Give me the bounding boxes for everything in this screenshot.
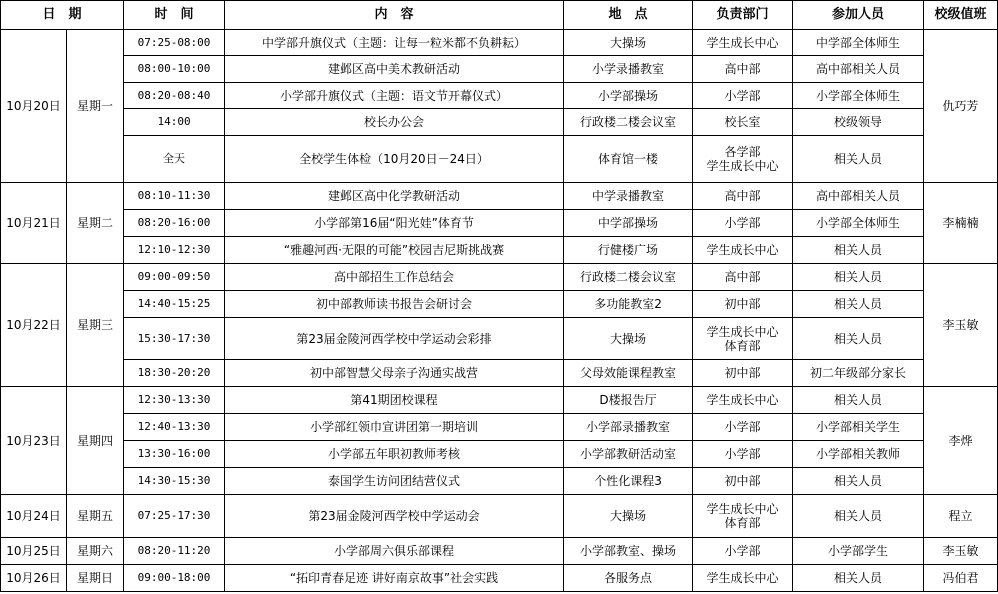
table-row	[1, 183, 998, 210]
time-cell: 14:00	[124, 109, 225, 136]
place-cell: 大操场	[564, 318, 693, 360]
content-cell: 初中部教师读书报告会研讨会	[225, 291, 564, 318]
dept-cell	[693, 183, 793, 210]
people-cell: 初二年级部分家长	[793, 360, 924, 387]
table-row	[1, 538, 998, 565]
place-cell: 行政楼二楼会议室	[564, 264, 693, 291]
place-cell: 小学部教室、操场	[564, 538, 693, 565]
time-cell: 14:40-15:25	[124, 291, 225, 318]
weekday-cell: 星期三	[67, 264, 124, 387]
header-dept: 负责部门	[693, 1, 793, 30]
date-cell: 10月25日	[1, 538, 67, 565]
people-cell: 小学部全体师生	[793, 210, 924, 237]
place-cell: 各服务点	[564, 565, 693, 592]
schedule-body	[1, 30, 998, 592]
people-cell: 相关人员	[793, 237, 924, 264]
date-cell: 10月26日	[1, 565, 67, 592]
content-cell: 中学部升旗仪式（主题：让每一粒米都不负耕耘）	[225, 30, 564, 56]
time-cell: 12:30-13:30	[124, 387, 225, 414]
dept-line: 小学部	[724, 420, 761, 434]
table-row	[1, 441, 998, 468]
place-cell: 中学部操场	[564, 210, 693, 237]
date-cell: 10月22日	[1, 264, 67, 387]
dept-cell	[693, 136, 793, 183]
dept-line: 小学部	[724, 216, 761, 230]
people-cell: 相关人员	[793, 495, 924, 538]
content-cell: “拓印青春足迹 讲好南京故事”社会实践	[225, 565, 564, 592]
dept-cell	[693, 109, 793, 136]
people-cell: 相关人员	[793, 468, 924, 495]
table-row	[1, 30, 998, 56]
place-cell: 大操场	[564, 495, 693, 538]
content-cell: 建邺区高中化学教研活动	[225, 183, 564, 210]
dept-line: 学生成长中心	[706, 159, 779, 173]
time-cell: 12:40-13:30	[124, 414, 225, 441]
content-cell: 高中部招生工作总结会	[225, 264, 564, 291]
people-cell: 相关人员	[793, 264, 924, 291]
place-cell: 体育馆一楼	[564, 136, 693, 183]
time-cell: 08:00-10:00	[124, 56, 225, 83]
table-row	[1, 291, 998, 318]
time-cell: 07:25-08:00	[124, 30, 225, 56]
dept-cell	[693, 565, 793, 592]
weekday-cell: 星期一	[67, 30, 124, 183]
place-cell: 多功能教室2	[564, 291, 693, 318]
duty-cell: 李玉敏	[924, 538, 998, 565]
weekday-cell: 星期四	[67, 387, 124, 495]
place-cell: 大操场	[564, 30, 693, 56]
header-time: 时 间	[124, 1, 225, 30]
people-cell: 高中部相关人员	[793, 56, 924, 83]
place-cell: 父母效能课程教室	[564, 360, 693, 387]
duty-cell: 李玉敏	[924, 264, 998, 387]
duty-cell: 程立	[924, 495, 998, 538]
time-cell: 08:20-16:00	[124, 210, 225, 237]
place-cell: 小学录播教室	[564, 56, 693, 83]
dept-line: 体育部	[724, 516, 761, 530]
header-place: 地 点	[564, 1, 693, 30]
dept-cell	[693, 237, 793, 264]
dept-line: 小学部	[724, 544, 761, 558]
people-cell: 小学部相关教师	[793, 441, 924, 468]
table-row	[1, 56, 998, 83]
header-content: 内 容	[225, 1, 564, 30]
people-cell: 小学部学生	[793, 538, 924, 565]
time-cell: 09:00-18:00	[124, 565, 225, 592]
dept-line: 学生成长中心	[706, 324, 779, 339]
dept-line: 各学部	[724, 145, 761, 159]
time-cell: 14:30-15:30	[124, 468, 225, 495]
dept-line: 小学部	[724, 447, 761, 461]
duty-cell: 李楠楠	[924, 183, 998, 264]
people-cell: 相关人员	[793, 318, 924, 360]
dept-line: 学生成长中心	[706, 393, 779, 407]
content-cell: 建邺区高中美术教研活动	[225, 56, 564, 83]
table-row	[1, 237, 998, 264]
table-row	[1, 414, 998, 441]
duty-cell: 李烨	[924, 387, 998, 495]
duty-cell: 仇巧芳	[924, 30, 998, 183]
dept-line: 学生成长中心	[706, 502, 779, 516]
header-people: 参加人员	[793, 1, 924, 30]
table-row	[1, 565, 998, 592]
dept-line: 高中部	[724, 62, 761, 76]
date-cell: 10月20日	[1, 30, 67, 183]
dept-line: 初中部	[724, 366, 761, 380]
dept-line: 高中部	[724, 189, 761, 203]
table-row	[1, 109, 998, 136]
place-cell: 小学部操场	[564, 83, 693, 109]
dept-cell	[693, 291, 793, 318]
time-cell: 09:00-09:50	[124, 264, 225, 291]
dept-line: 校长室	[724, 115, 761, 129]
table-row	[1, 468, 998, 495]
date-cell: 10月23日	[1, 387, 67, 495]
place-cell: 行健楼广场	[564, 237, 693, 264]
dept-cell	[693, 441, 793, 468]
duty-cell: 冯伯君	[924, 565, 998, 592]
time-cell: 18:30-20:20	[124, 360, 225, 387]
time-cell: 13:30-16:00	[124, 441, 225, 468]
dept-line: 学生成长中心	[706, 243, 779, 257]
time-cell: 08:20-08:40	[124, 83, 225, 109]
weekday-cell: 星期五	[67, 495, 124, 538]
dept-line: 小学部	[724, 88, 761, 103]
people-cell: 相关人员	[793, 136, 924, 183]
dept-cell	[693, 318, 793, 360]
table-row	[1, 83, 998, 109]
time-cell: 08:20-11:20	[124, 538, 225, 565]
date-cell: 10月21日	[1, 183, 67, 264]
content-cell: 第41期团校课程	[225, 387, 564, 414]
dept-cell	[693, 495, 793, 538]
content-cell: 第23届金陵河西学校中学运动会彩排	[225, 318, 564, 360]
people-cell: 小学部全体师生	[793, 83, 924, 109]
dept-cell	[693, 30, 793, 56]
dept-cell	[693, 538, 793, 565]
table-row	[1, 495, 998, 538]
time-cell: 15:30-17:30	[124, 318, 225, 360]
table-row	[1, 387, 998, 414]
table-row	[1, 264, 998, 291]
dept-cell	[693, 264, 793, 291]
content-cell: 初中部智慧父母亲子沟通实战营	[225, 360, 564, 387]
dept-cell	[693, 83, 793, 109]
place-cell: 小学部教研活动室	[564, 441, 693, 468]
time-cell: 07:25-17:30	[124, 495, 225, 538]
dept-cell	[693, 56, 793, 83]
people-cell: 高中部相关人员	[793, 183, 924, 210]
weekday-cell: 星期日	[67, 565, 124, 592]
people-cell: 相关人员	[793, 291, 924, 318]
content-cell: 校长办公会	[225, 109, 564, 136]
dept-cell	[693, 414, 793, 441]
dept-cell	[693, 468, 793, 495]
content-cell: 小学部升旗仪式（主题：语文节开幕仪式）	[225, 83, 564, 109]
content-cell: 泰国学生访问团结营仪式	[225, 468, 564, 495]
content-cell: 小学部红领巾宣讲团第一期培训	[225, 414, 564, 441]
table-row	[1, 318, 998, 360]
time-cell: 全天	[124, 136, 225, 183]
people-cell: 校级领导	[793, 109, 924, 136]
place-cell: 中学录播教室	[564, 183, 693, 210]
header-date: 日 期	[1, 1, 124, 30]
place-cell: 行政楼二楼会议室	[564, 109, 693, 136]
header-duty: 校级值班	[924, 1, 998, 30]
content-cell: 小学部第16届“阳光娃”体育节	[225, 210, 564, 237]
weekday-cell: 星期二	[67, 183, 124, 264]
place-cell: 小学部录播教室	[564, 414, 693, 441]
dept-line: 初中部	[724, 474, 761, 488]
dept-line: 高中部	[724, 270, 761, 284]
dept-cell	[693, 210, 793, 237]
table-row	[1, 136, 998, 183]
dept-line: 学生成长中心	[706, 35, 779, 50]
place-cell: D楼报告厅	[564, 387, 693, 414]
content-cell: 小学部周六俱乐部课程	[225, 538, 564, 565]
time-cell: 08:10-11:30	[124, 183, 225, 210]
content-cell: 全校学生体检（10月20日－24日）	[225, 136, 564, 183]
dept-line: 体育部	[724, 338, 761, 353]
table-row	[1, 360, 998, 387]
people-cell: 小学部相关学生	[793, 414, 924, 441]
dept-line: 初中部	[724, 297, 761, 311]
date-cell: 10月24日	[1, 495, 67, 538]
people-cell: 相关人员	[793, 387, 924, 414]
dept-cell	[693, 387, 793, 414]
content-cell: 小学部五年职初教师考核	[225, 441, 564, 468]
dept-cell	[693, 360, 793, 387]
content-cell: 第23届金陵河西学校中学运动会	[225, 495, 564, 538]
header-row	[1, 1, 998, 30]
place-cell: 个性化课程3	[564, 468, 693, 495]
weekday-cell: 星期六	[67, 538, 124, 565]
dept-line: 学生成长中心	[706, 571, 779, 585]
table-row	[1, 210, 998, 237]
people-cell: 相关人员	[793, 565, 924, 592]
time-cell: 12:10-12:30	[124, 237, 225, 264]
people-cell: 中学部全体师生	[793, 30, 924, 56]
content-cell: “雅趣河西·无限的可能”校园吉尼斯挑战赛	[225, 237, 564, 264]
